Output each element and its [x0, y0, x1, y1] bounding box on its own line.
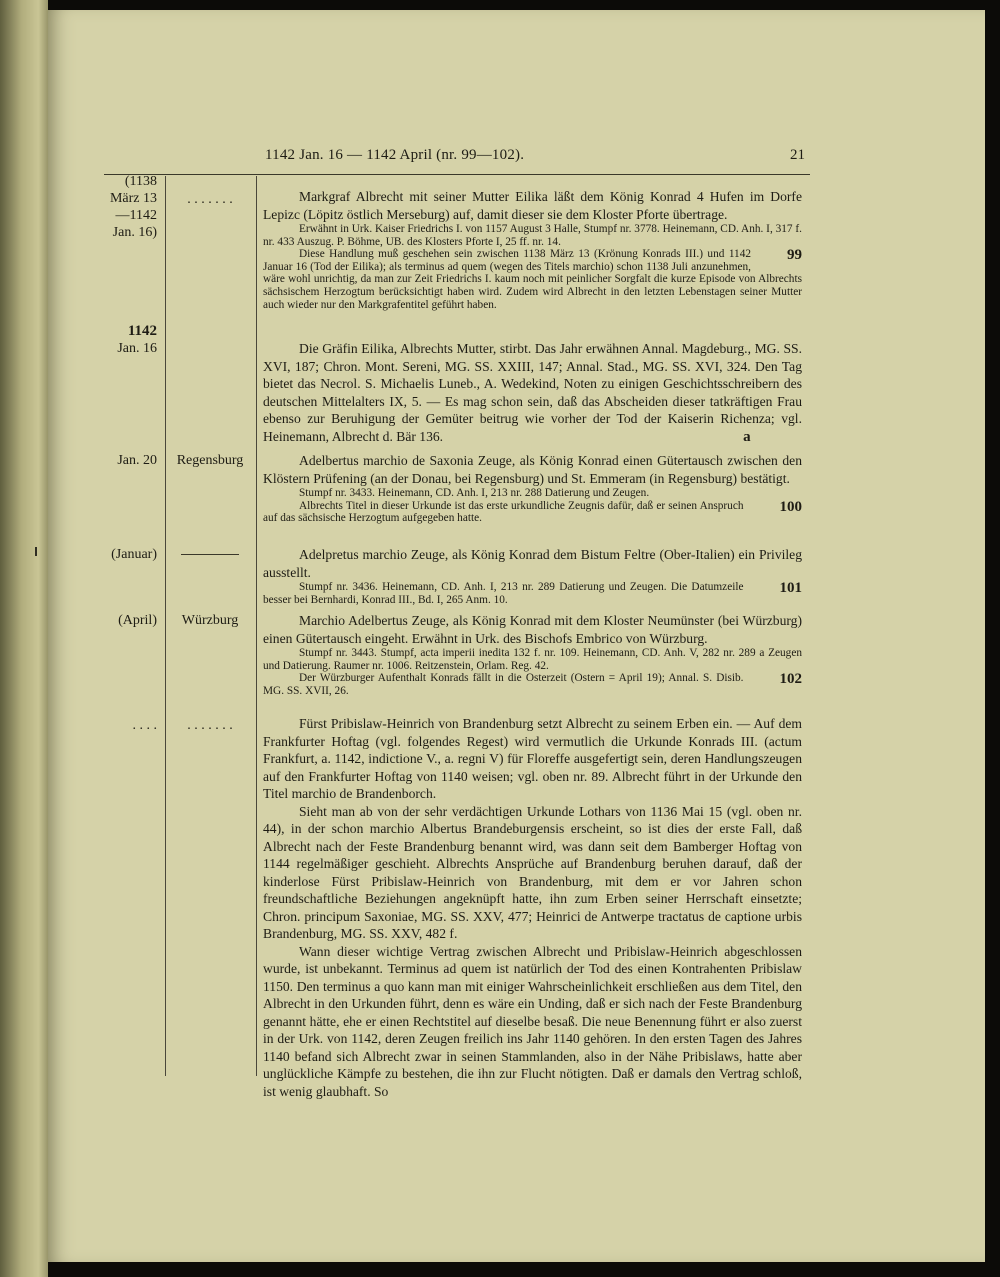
entry-paragraph: Sieht man ab von der sehr verdächtigen Urkunde Lothars von 1136 Mai 15 (vgl. oben nr. 44), in der schon marchio Albertus Brandeburgensis erscheint, so ist dies der erste Fall, daß Albrecht nach der Feste Brandenburg benannt wird, was dann seit dem Bamberger Hoftag von 1144 regelmäßiger geschieht. Albrechts Ansprüche auf Brandenburg beruhen darauf, daß der kinderlose Fürst Pribislaw-Heinrich von Brandenburg, mit dem er vor Jahren schon freundschaftliche Beziehungen angeknüpft hatte, ihn zum Erben seiner Herrschaft einsetzte; Chron. principum Saxoniae, MG. SS. XXV, 477; Heinrici de Antwerpe tractatus de captione urbis Brandenburg, MG. SS. XXV, 482 f. [263, 803, 802, 941]
date-line: Jan. 16) [112, 225, 157, 240]
entry-99 [263, 188, 802, 311]
entry-note-text: Diese Handlung muß geschehen sein zwischen 1138 März 13 (Krönung Konrads III.) und 1142 Januar 16 (Tod der Eilika); als terminus ad quem (wegen des Titels marchio) schon 1138 Juli anzunehmen, wäre wohl unrichtig, da man zur Zeit Friedrichs I. kaum noch mit peinlicher Sorgfalt die kurze Episode von Albrechts sächsischem Herzogtum berücksichtigt haben wird. Zudem wird Albrecht in den letzten Lebenstagen seiner Mutter auch wieder nur den Markgrafentitel geführt haben. [263, 248, 802, 311]
entry-main-text: Markgraf Albrecht mit seiner Mutter Eilika läßt dem König Konrad 4 Hufen im Dorfe Lepizc (Löpitz östlich Merseburg) auf, damit dieser sie dem Kloster Pforte übertrage. [263, 189, 802, 222]
date-line: Jan. 20 [117, 453, 157, 468]
entry-number: 99 [787, 247, 802, 264]
entry-note [263, 672, 802, 697]
date-line: (1138 [124, 174, 157, 189]
entry-note-text: Stumpf nr. 3436. Heinemann, CD. Anh. I, 213 nr. 289 Datierung und Zeugen. Die Datumzeile besser bei Bernhardi, Konrad III., Bd. I, 265 Anm. 10. [263, 581, 744, 606]
entry-101-date [95, 546, 157, 563]
entry-99-date [95, 173, 157, 241]
entry-main-body: Die Gräfin Eilika, Albrechts Mutter, stirbt. Das Jahr erwähnen Annal. Magdeburg., MG. SS. XVI, 187; Chron. Mont. Sereni, MG. SS. XXIII, 147; Annal. Stad., MG. SS. XVI, 324. Den Tag bietet das Necrol. S. Michaelis Luneb., A. Wedekind, Noten zu einigen Geschichtsschreibern des deutschen Mittelalters IX, 5. — Es mag schon sein, daß das Abscheiden dieser tatkräftigen Frau ebenso zur Beruhigung der Gemüter beitrug wie vorher der Tod der Kaiserin Richenza; vgl. Heinemann, Albrecht d. Bär 136. [263, 341, 802, 444]
entry-main-text [263, 340, 802, 445]
date-line: März 13 [109, 191, 157, 206]
entry-final-date: . . . . [132, 718, 157, 733]
entry-101 [263, 546, 802, 606]
entry-note: Stumpf nr. 3433. Heinemann, CD. Anh. I, 213 nr. 288 Datierung und Zeugen. [299, 487, 650, 499]
entry-a-date [95, 323, 157, 357]
entry-paragraph: Wann dieser wichtige Vertrag zwischen Albrecht und Pribislaw-Heinrich abgeschlossen wurde, ist unbekannt. Terminus ad quem ist natürlich der Tod des einen Kontrahenten Pribislaw 1150. Den terminus a quo kann man mit einiger Wahrscheinlichkeit erschließen aus dem Titel, den Albrecht in den Urkunden führt, denn es wäre ein Unding, daß er sich nach der Feste Brandenburg genannt hätte, ehe er einen Rechtstitel auf dieselbe besaß. Die neue Benennung führt er also zuerst in der Urk. von 1142, deren Zeugen freilich ins Jahr 1140 gehören. In den ersten Tagen des Jahres 1140 befand sich Albrecht zwar in seinen Stammlanden, also in der Nähe Pribislaws, hatte aber unglückliche Kämpfe zu bestehen, die ihn zur Flucht nötigten. Daß er damals den Vertrag schloß, ist wenig glaubhaft. So [263, 943, 802, 1099]
entry-a [263, 340, 802, 445]
entry-number: a [743, 428, 751, 445]
date-line: (Januar) [111, 547, 157, 562]
date-year: 1142 [127, 323, 157, 339]
entry-main-text: Adelbertus marchio de Saxonia Zeuge, als König Konrad einen Gütertausch zwischen den Klöstern Prüfening (an der Donau, bei Regensburg) und St. Emmeram (in Regensburg) bestätigt. [263, 453, 802, 486]
entry-note-text: Albrechts Titel in dieser Urkunde ist das erste urkundliche Zeugnis dafür, daß er seinen Anspruch auf das sächsische Herzogtum aufgegeben hatte. [263, 499, 744, 525]
entry-note-text: Der Würzburger Aufenthalt Konrads fällt in die Osterzeit (Ostern = April 19); Annal. S. Disib. MG. SS. XVII, 26. [263, 672, 744, 697]
entry-note [263, 248, 802, 311]
entry-note: Erwähnt in Urk. Kaiser Friedrichs I. von 1157 August 3 Halle, Stumpf nr. 3778. Heinemann, CD. Anh. I, 317 f. nr. 433 Auszug. P. Böhme, UB. des Klosters Pforte I, 25 ff. nr. 14. [263, 223, 802, 248]
entry-number: 100 [779, 498, 802, 515]
column-rule-date [165, 176, 166, 1076]
date-line: (April) [118, 613, 157, 628]
entry-number: 102 [779, 671, 802, 688]
entry-102 [263, 612, 802, 697]
entry-main-text: Adelpretus marchio Zeuge, als König Konrad dem Bistum Feltre (Ober-Italien) ein Privileg ausstellt. [263, 547, 802, 580]
facing-page-edge [0, 0, 48, 1277]
date-line: Jan. 16 [117, 341, 157, 356]
entry-main-text: Marchio Adelbertus Zeuge, als König Konrad mit dem Kloster Neumünster (bei Würzburg) einen Gütertausch eingeht. Erwähnt in Urk. des Bischofs Embrico von Würzburg. [263, 613, 802, 646]
page-number: 21 [790, 147, 805, 163]
entry-99-place: . . . . . . . [187, 192, 233, 207]
entry-100 [263, 452, 802, 525]
entry-note: Stumpf nr. 3443. Stumpf, acta imperii inedita 132 f. nr. 109. Heinemann, CD. Anh. V, 282 nr. 289 a Zeugen und Datierung. Raumer nr. 1006. Reitzenstein, Orlam. Reg. 42. [263, 647, 802, 672]
entry-100-date [95, 452, 157, 469]
entry-100-place: Regensburg [176, 453, 244, 468]
entry-101-place-dash [181, 554, 239, 556]
header-title: 1142 Jan. 16 — 1142 April (nr. 99—102). [265, 147, 525, 163]
date-line: —1142 [115, 208, 157, 223]
entry-note [263, 581, 802, 606]
entry-number: 101 [779, 580, 802, 596]
header-rule [104, 174, 810, 175]
entry-final-place: . . . . . . . [187, 718, 233, 733]
entry-102-date [95, 612, 157, 629]
margin-mark [35, 547, 37, 556]
entry-note [263, 500, 802, 525]
entry-paragraph: Fürst Pribislaw-Heinrich von Brandenburg setzt Albrecht zu seinem Erben ein. — Auf dem Frankfurter Hoftag (vgl. folgendes Regest) wird vermutlich die Urkunde Konrads III. (actum Frankfurt, a. 1142, indictione V., a. regni V) für Floreffe ausgefertigt sein, deren Handlungszeugen auf den Frankfurter Hoftag von 1140 weisen; vgl. oben nr. 89. Albrecht führt in der Urkunde den Titel marchio de Brandenborch. [263, 716, 802, 801]
entry-final [263, 715, 802, 1100]
entry-102-place: Würzburg [181, 613, 239, 628]
column-rule-place [256, 176, 257, 1076]
